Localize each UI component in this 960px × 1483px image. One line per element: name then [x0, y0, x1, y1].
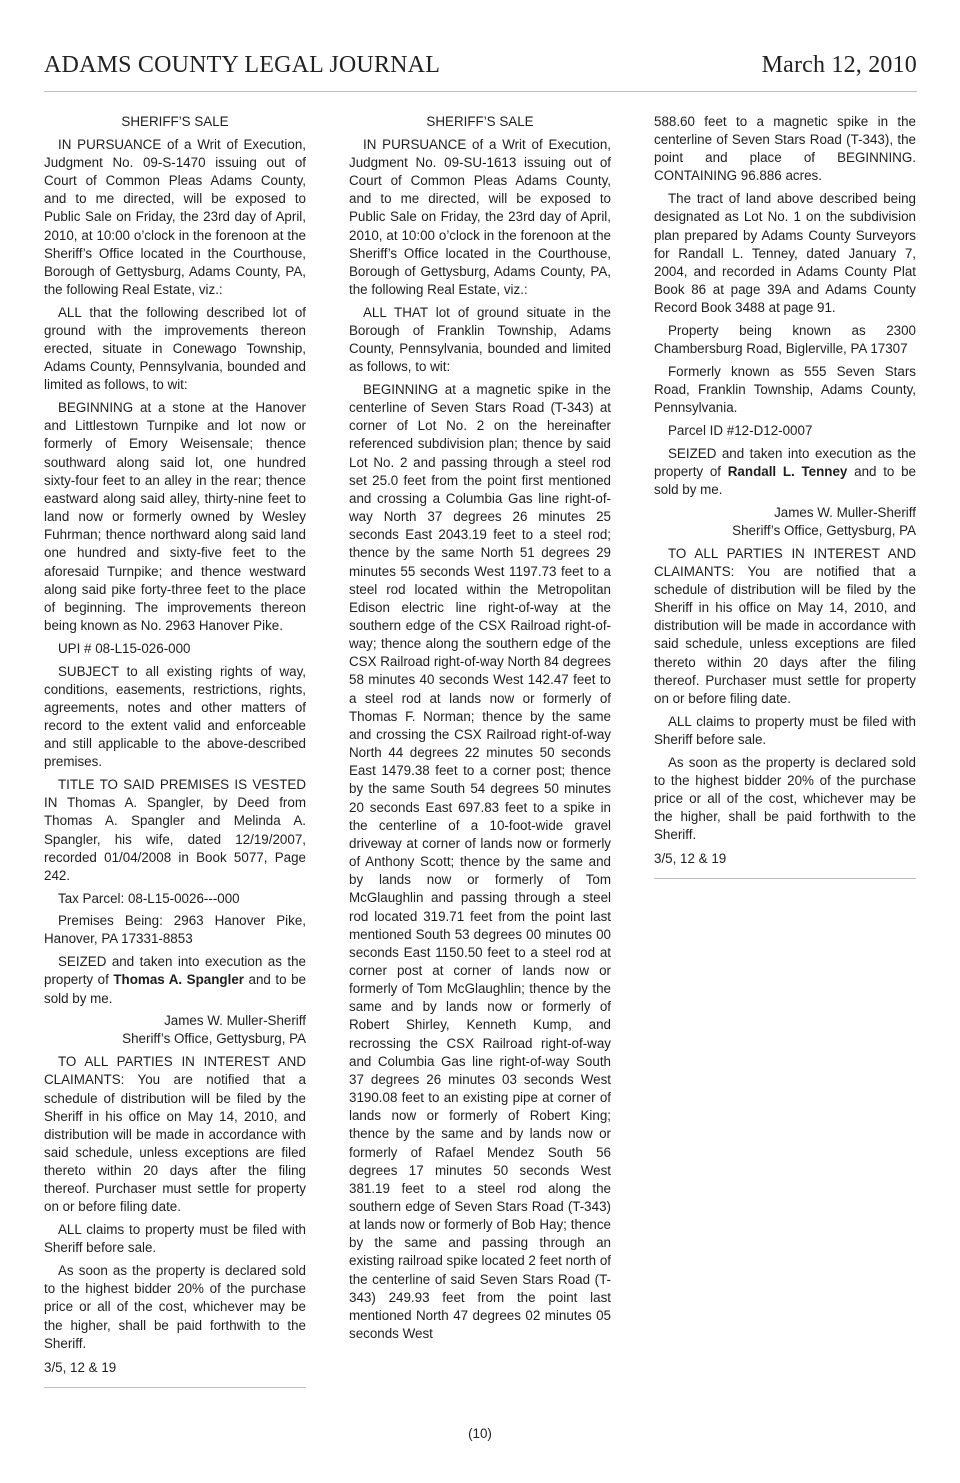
notice-1-claims-paragraph: ALL claims to property must be filed with Sheriff before sale. [44, 1222, 306, 1256]
notice-2-seized-paragraph: SEIZED and taken into execution as the property of Randall L. Tenney and to be sold by me. [654, 445, 916, 497]
notice-1-parties-paragraph: TO ALL PARTIES IN INTEREST AND CLAIMANTS: You are notified that a schedule of distribution will be filed by the Sheriff in his office on May 14, 2010, and distribution will be made in accordance with said schedule, unless exceptions are filed thereto within 20 days after the filing thereof. Purchaser must settle for property on or before filing date. [44, 1054, 306, 1215]
notice-2-sheriff-office: Sheriff’s Office, Gettysburg, PA [732, 522, 916, 538]
notice-1-premises: Premises Being: 2963 Hanover Pike, Hanover, PA 17331-8853 [44, 913, 306, 947]
notice-1-heading: SHERIFF’S SALE [121, 114, 229, 129]
notice-1-subject-paragraph: SUBJECT to all existing rights of way, conditions, easements, restrictions, rights, agreements, notes and other matters of record to the extent valid and enforceable and still applicable to the above-described premises. [44, 663, 306, 770]
header-divider [44, 91, 917, 92]
notice-1-sheriff-office: Sheriff’s Office, Gettysburg, PA [122, 1031, 306, 1047]
notice-2-property-address: Property being known as 2300 Chambersburg Road, Biglerville, PA 17307 [654, 322, 916, 357]
notice-2-writ-paragraph: IN PURSUANCE of a Writ of Execution, Judgment No. 09-SU-1613 issuing out of Court of Common Pleas Adams County, and to me directed, will be exposed to Public Sale on Friday, the 23rd day of April, 2010, at 10:00 o’clock in the forenoon at the Sheriff’s Office located in the Courthouse, Borough of Gettysburg, Adams County, PA, the following Real Estate, viz.: [349, 136, 611, 297]
notice-1-seized-paragraph: SEIZED and taken into execution as the property of Thomas A. Spangler and to be sold by me. [44, 954, 306, 1006]
notice-2-parties-paragraph: TO ALL PARTIES IN INTEREST AND CLAIMANTS: You are notified that a schedule of distribution will be filed by the Sheriff in his office on May 14, 2010, and distribution will be made in accordance with said schedule, unless exceptions are filed thereto within 20 days after the filing thereof. Purchaser must settle for property on or before filing date. [654, 545, 916, 706]
page-header [44, 52, 917, 79]
notice-2-sheriff-name: James W. Muller-Sheriff [774, 504, 916, 520]
column-3 [654, 113, 916, 879]
notice-2-end-divider [654, 878, 916, 879]
notice-1-publication-dates: 3/5, 12 & 19 [44, 1359, 117, 1375]
column-1 [44, 113, 306, 1388]
column-2 [349, 113, 611, 1348]
notice-1-beginning-paragraph: BEGINNING at a stone at the Hanover and Littlestown Turnpike and lot now or formerly of Emory Weisensale; thence southward along said lot, one hundred sixty-four feet to an alley in the rear; thence eastward along said alley, thirty-nine feet to land now or formerly owned by Wesley Fuhrman; thence northward along said land one hundred and sixty-five feet to the aforesaid Turnpike; and thence westward along said pike forty-three feet to the place of beginning. The improvements thereon being known as No. 2963 Hanover Pike. [44, 400, 306, 633]
notice-2-declared-paragraph: As soon as the property is declared sold to the highest bidder 20% of the purchase price or all of the cost, whichever may be the higher, shall be paid forthwith to the Sheriff. [654, 754, 916, 843]
notice-1-writ-paragraph: IN PURSUANCE of a Writ of Execution, Judgment No. 09-S-1470 issuing out of Court of Common Pleas Adams County, and to me directed, will be exposed to Public Sale on Friday, the 23rd day of April, 2010, at 10:00 o’clock in the forenoon at the Sheriff’s Office located in the Courthouse, Borough of Gettysburg, Adams County, PA, the following Real Estate, viz.: [44, 136, 306, 297]
notice-2-beginning-continued: 588.60 feet to a magnetic spike in the centerline of Seven Stars Road (T-343), the point and place of BEGINNING. CONTAINING 96.886 acres. [654, 114, 916, 184]
notice-1-declared-paragraph: As soon as the property is declared sold to the highest bidder 20% of the purchase price or all of the cost, whichever may be the higher, shall be paid forthwith to the Sheriff. [44, 1263, 306, 1351]
notice-1-title-paragraph: TITLE TO SAID PREMISES IS VESTED IN Thomas A. Spangler, by Deed from Thomas A. Spangler and Melinda A. Spangler, his wife, dated 12/19/2007, recorded 01/04/2008 in Book 5077, Page 242. [44, 777, 306, 883]
journal-title: ADAMS COUNTY LEGAL JOURNAL [44, 52, 441, 78]
notice-1-tax-parcel: Tax Parcel: 08-L15-0026---000 [58, 890, 240, 906]
notice-2-owner-name: Randall L. Tenney [727, 463, 848, 479]
notice-2-former-address: Formerly known as 555 Seven Stars Road, Franklin Township, Adams County, Pennsylvania. [654, 363, 916, 416]
notice-2-beginning-paragraph: BEGINNING at a magnetic spike in the centerline of Seven Stars Road (T-343) at corner of Lot No. 2 on the hereinafter referenced subdivision plan; thence by said Lot No. 2 and passing through a steel rod set 25.0 feet from the point first mentioned and crossing a Columbia Gas line right-of-way North 37 degrees 26 minutes 25 seconds East 2043.19 feet to a steel rod; thence by the same North 51 degrees 29 minutes 55 seconds West 1197.73 feet to a steel rod located within the Metropolitan Edison electric line right-of-way at the southern edge of the CSX Railroad right-of-way; thence along the southern edge of the CSX Railroad right-of-way North 84 degrees 58 minutes 40 seconds West 142.47 feet to a steel rod at lands now or formerly of Thomas F. Norman; thence by the same and crossing the CSX Railroad right-of-way North 44 degrees 22 minutes 50 seconds East 1479.38 feet to a corner post; thence by the same South 54 degrees 50 minutes 20 seconds East 697.83 feet to a spike in the centerline of a 10-foot-wide gravel driveway at corner of lands now or formerly of Anthony Scott; thence by the same and by lands now or formerly of Tom McGlaughlin and passing through a steel rod located 319.71 feet from the point last mentioned South 53 degrees 00 minutes 00 seconds East 1150.50 feet to a steel rod at corner post at corner of lands now or formerly of Tom McGlaughlin; thence by the same and by lands now or formerly of Robert Shirley, Kenneth Kump, and recrossing the CSX Railroad right-of-way and Columbia Gas line right-of-way South 37 degrees 26 minutes 03 seconds West 3190.08 feet to an existing pipe at corner of lands now or formerly of Robert King; thence by the same and by lands now or formerly of Rafael Mendez South 56 degrees 17 minutes 50 seconds West 381.19 feet to a steel rod along the southern edge of Seven Stars Road (T-343) at lands now or formerly of Bob Hay; thence by the same and passing through an existing railroad spike located 2 feet north of the centerline of said Seven Stars Road (T-343) 249.93 feet from the point last mentioned North 47 degrees 02 minutes 05 seconds West [349, 381, 612, 1342]
notice-2-heading: SHERIFF’S SALE [426, 114, 534, 129]
notice-1-sheriff-name: James W. Muller-Sheriff [164, 1013, 306, 1029]
page-number: (10) [468, 1426, 492, 1441]
notice-1-upi: UPI # 08-L15-026-000 [58, 640, 191, 656]
notice-1-owner-name: Thomas A. Spangler [113, 972, 244, 988]
notice-2-claims-paragraph: ALL claims to property must be filed with Sheriff before sale. [654, 713, 916, 747]
notice-2-tract-paragraph: The tract of land above described being designated as Lot No. 1 on the subdivision plan prepared by Adams County Surveyors for Randall L. Tenney, dated January 7, 2004, and recorded in Adams County Plat Book 86 at page 39A and Adams County Record Book 3488 at page 91. [654, 191, 916, 316]
issue-date: March 12, 2010 [761, 52, 917, 78]
notice-1-end-divider [44, 1387, 306, 1388]
notice-2-lot-paragraph: ALL THAT lot of ground situate in the Borough of Franklin Township, Adams County, Pennsylvania, bounded and limited as follows, to wit: [349, 304, 611, 375]
notice-2-publication-dates: 3/5, 12 & 19 [654, 851, 727, 867]
notice-1-lot-paragraph: ALL that the following described lot of ground with the improvements thereon erected, situate in Conewago Township, Adams County, Pennsylvania, bounded and limited as follows, to wit: [44, 304, 306, 393]
notice-2-parcel-id: Parcel ID #12-D12-0007 [668, 422, 813, 438]
